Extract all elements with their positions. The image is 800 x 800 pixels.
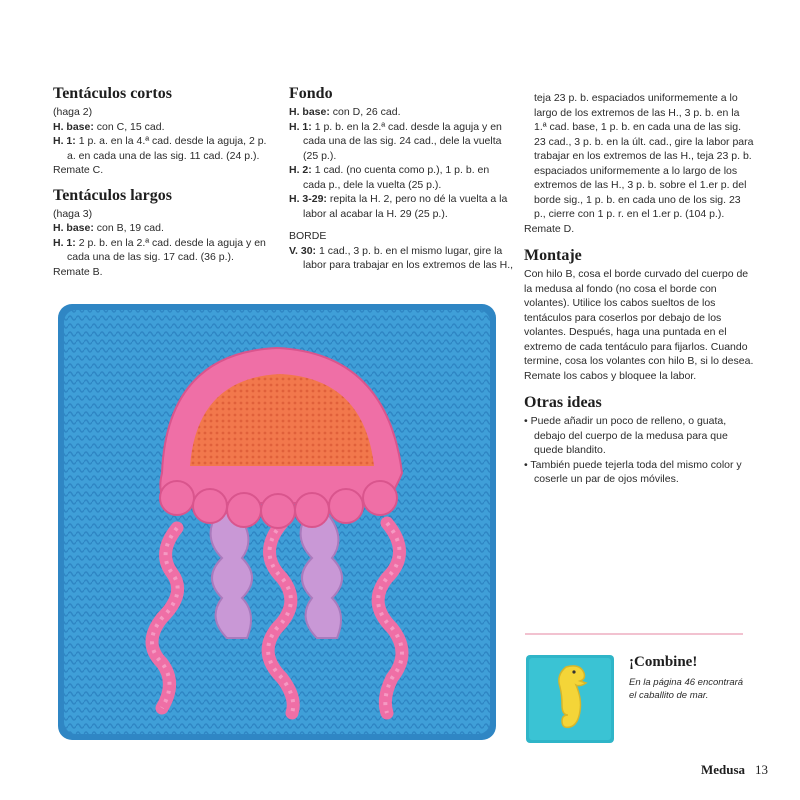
long-end: Remate B. <box>53 265 103 278</box>
list-item: • Puede añadir un poco de relleno, o guata, debajo del cuerpo de la medusa para que quede blandito. <box>524 414 754 458</box>
row-text: con D, 26 cad. <box>332 106 401 118</box>
row-text: 1 cad. (no cuenta como p.), 1 p. b. en cada p., dele la vuelta (25 p.). <box>303 164 490 191</box>
long-base-row <box>53 221 273 236</box>
fondo-row-3-29 <box>289 192 514 221</box>
montaje-text: Con hilo B, cosa el borde curvado del cuerpo de la medusa al fondo (no cosa el borde con volantes). Utilice los cabos sueltos de los tentáculos para coserlos por debajo de los volantes. Después, haga una puntada en el extremo de cada tentáculo para fijarlos. Cuando termine, cosa los volantes con hilo B, si lo desea. Remate los cabos y bloquee la labor. <box>524 268 754 382</box>
borde-label: BORDE <box>289 230 327 242</box>
short-note: (haga 2) <box>53 106 93 118</box>
fondo-base-row <box>289 105 514 120</box>
row-text: repita la H. 2, pero no dé la vuelta a la labor al acabar la H. 29 (25 p.). <box>303 193 508 220</box>
short-tentacles-heading: Tentáculos cortos <box>53 85 172 102</box>
combine-text: En la página 46 encontrará el caballito de mar. <box>629 677 744 701</box>
fondo-row-2 <box>289 163 514 192</box>
row-text: con C, 15 cad. <box>96 120 165 133</box>
montaje-heading: Montaje <box>524 247 582 264</box>
seahorse-thumbnail <box>526 655 614 743</box>
short-base-row <box>53 120 273 135</box>
fondo-end: Remate D. <box>524 222 575 235</box>
column-left <box>53 84 273 279</box>
row-label: H. 1: <box>53 236 76 249</box>
row-label: H. base: <box>53 120 94 133</box>
fondo-round-30 <box>289 244 514 273</box>
row-text: con B, 19 cad. <box>96 222 164 234</box>
page-footer <box>701 762 768 778</box>
row-text: 2 p. b. en la 2.ª cad. desde la aguja y en cada una de las sig. 17 cad. (36 p.). <box>67 236 266 263</box>
fondo-continuation: teja 23 p. b. espaciados uniformemente a lo largo de los extremos de las H., 3 p. b. en la 1.ª cad. base, 1 p. b. en cada una de las sig. 23 cad., 3 p. b. en la últ. cad., gire la labor para trabajar en los extremos de las H., teja 23 p. b. espaciados uniformemente a lo largo de los extremos de las H., 3 p. b. sobre el 1.er p. del borde sig., 1 p. b. en cada uno de los sig. 23 p., cierre con 1 p. r. en el 1.er p. (104 p.). <box>534 92 754 220</box>
list-item: • También puede tejerla toda del mismo color y coserle un par de ojos móviles. <box>524 458 754 487</box>
row-text: 1 p. a. en la 4.ª cad. desde la aguja, 2 p. a. en cada una de las sig. 11 cad. (24 p.). <box>67 135 267 162</box>
jellyfish-crochet-photo <box>52 298 502 746</box>
long-row-1 <box>53 236 273 265</box>
row-label: V. 30: <box>289 244 317 257</box>
row-label: H. base: <box>53 222 94 234</box>
otras-ideas-heading: Otras ideas <box>524 394 602 411</box>
column-right <box>524 91 754 487</box>
row-text: 1 p. b. en la 2.ª cad. desde la aguja y en cada una de las sig. 24 cad., dele la vuelta (25 p.). <box>303 120 502 162</box>
row-label: H. 1: <box>53 135 76 147</box>
long-tentacles-heading: Tentáculos largos <box>53 186 172 204</box>
combine-heading: ¡Combine! <box>629 654 698 670</box>
row-label: H. 2: <box>289 164 312 176</box>
row-label: H. base: <box>289 106 330 118</box>
otras-ideas-list <box>524 414 754 487</box>
row-label: H. 3-29: <box>289 193 327 205</box>
column-middle <box>289 84 514 273</box>
footer-title: Medusa <box>700 762 745 777</box>
short-row-1 <box>53 134 273 163</box>
row-label: H. 1: <box>289 120 312 133</box>
section-divider <box>525 633 743 635</box>
long-note: (haga 3) <box>53 207 93 220</box>
fondo-heading: Fondo <box>289 85 333 102</box>
page-number: 13 <box>755 762 768 777</box>
short-end: Remate C. <box>53 164 104 176</box>
fondo-row-1 <box>289 120 514 164</box>
row-text: 1 cad., 3 p. b. en el mismo lugar, gire la labor para trabajar en los extremos de las H., <box>303 244 514 271</box>
